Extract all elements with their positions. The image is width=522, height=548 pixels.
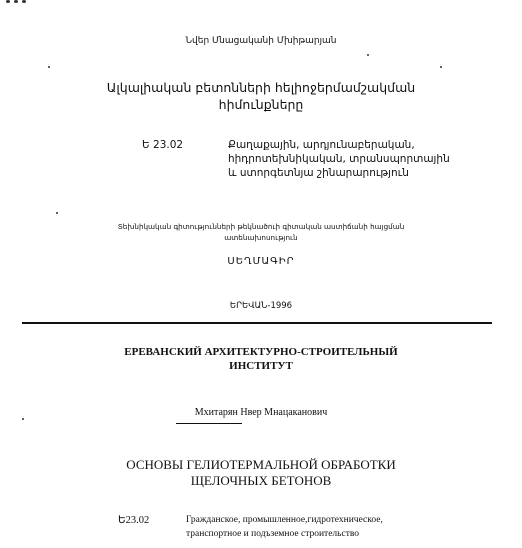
armenian-spec-line2: հիդրոտեխնիկական, տրանսպորտային bbox=[228, 153, 450, 165]
scan-dot bbox=[56, 212, 58, 214]
armenian-author: Նվեր Մնացականի Մխիթարյան bbox=[185, 36, 337, 46]
russian-title-line2: ЩЕЛОЧНЫХ БЕТОНОВ bbox=[190, 473, 332, 488]
scan-dot bbox=[48, 66, 50, 68]
author-underline bbox=[176, 423, 242, 424]
russian-title-line1: ОСНОВЫ ГЕЛИОТЕРМАЛЬНОЙ ОБРАБОТКИ bbox=[126, 457, 396, 472]
russian-spec-line1: Гражданское, промышленное,гидротехническое, bbox=[186, 515, 383, 525]
section-divider bbox=[22, 322, 492, 324]
armenian-spec-line1: Քաղաքային, արդյունաբերական, bbox=[228, 139, 415, 151]
armenian-city-year: ԵՐԵՎԱՆ-1996 bbox=[229, 301, 293, 311]
armenian-abstract-label: ՍԵՂՄԱԳԻՐ bbox=[227, 256, 295, 267]
russian-institute-line1: ЕРЕВАНСКИЙ АРХИТЕКТУРНО-СТРОИТЕЛЬНЫЙ bbox=[124, 346, 398, 358]
scan-dot bbox=[22, 418, 24, 420]
armenian-title-line2: հիմունքները bbox=[218, 97, 304, 112]
russian-author: Мхитарян Нвер Мнацаканович bbox=[194, 407, 328, 418]
scan-dot bbox=[440, 66, 442, 68]
armenian-degree-line2: ատենախոսություն bbox=[224, 233, 298, 242]
armenian-spec-line3: և ստորգետնյա շինարարություն bbox=[228, 167, 409, 179]
russian-spec-line2: транспортное и подъземное строительство bbox=[186, 529, 360, 539]
russian-institute-line2: ИНСТИТУТ bbox=[229, 360, 293, 372]
armenian-spec-code: Ե 23.02 bbox=[142, 139, 184, 151]
scan-dot bbox=[14, 0, 18, 3]
scan-dot bbox=[6, 0, 10, 3]
russian-spec-code: Ե23.02 bbox=[118, 515, 150, 526]
armenian-degree-line1: Տեխնիկական գիտությունների թեկնածուի գիտական աստիճանի հայցման bbox=[117, 222, 405, 231]
armenian-title-line1: Ալկալիական բետոնների հելիոջերմամշակման bbox=[106, 80, 416, 95]
scan-dot bbox=[22, 0, 26, 3]
scan-dot bbox=[367, 54, 369, 56]
